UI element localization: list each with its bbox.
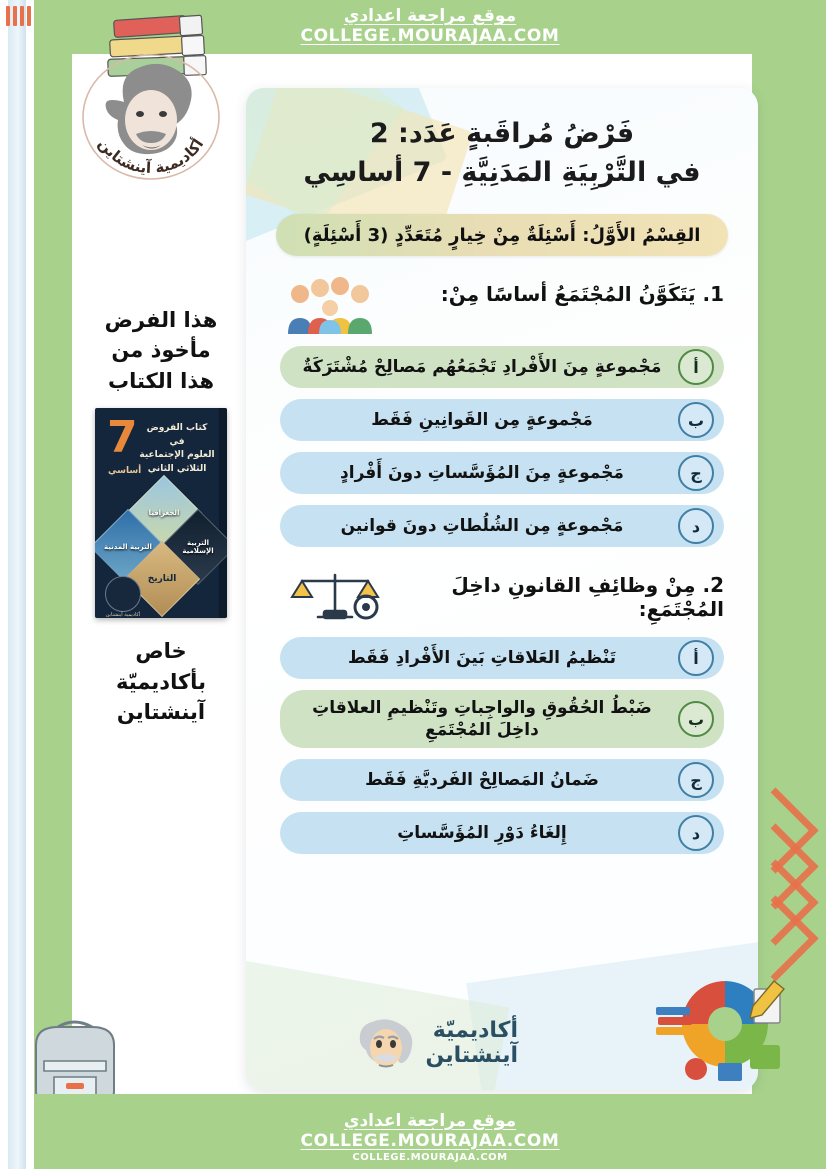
option-2-c-letter: ج — [678, 762, 714, 798]
footer-site-url[interactable]: COLLEGE.MOURAJAA.COM — [300, 1130, 560, 1151]
option-1-c[interactable] — [280, 452, 724, 494]
svg-text:أكاديمية آينشتاين: أكاديمية آينشتاين — [94, 134, 208, 177]
option-1-d-letter: د — [678, 508, 714, 544]
school-supplies-decoration — [654, 967, 804, 1097]
header-site-url[interactable]: COLLEGE.MOURAJAA.COM — [300, 26, 560, 46]
option-2-a-text: تَنْظيمُ العَلاقاتِ بَينَ الأَفْرادِ فَقَط — [347, 648, 617, 669]
option-2-d-letter: د — [678, 815, 714, 851]
option-2-d[interactable] — [280, 812, 724, 854]
book-title-line-1: كتاب الفروض في — [146, 423, 208, 447]
worksheet-card — [246, 88, 758, 1090]
book-academy-badge — [105, 576, 141, 612]
diamond-history-label: التاريخ — [147, 574, 177, 585]
option-2-c-text: ضَمانُ المَصالِحْ الفَرديَّةِ فَقَط — [365, 770, 599, 791]
book-cover-thumbnail[interactable] — [95, 408, 227, 618]
option-1-c-letter: ج — [678, 455, 714, 491]
book-academy-badge-label: أكاديمية آينشتاين — [105, 612, 141, 619]
diamond-civics-label: التربية المدنية — [104, 543, 152, 552]
book-title-line-3: الثلاثي الثاني — [147, 463, 207, 474]
left-binding-strip — [0, 0, 34, 1169]
section-banner — [276, 214, 728, 256]
option-1-a-letter: أ — [678, 349, 714, 385]
binder-ticks — [6, 6, 30, 28]
sidebar — [76, 120, 246, 728]
book-title-line-2: العلوم الإجتماعية — [139, 450, 215, 461]
diamond-islamic-label: التربية الإسلامية — [182, 539, 214, 556]
question-2-text: 2. مِنْ وظائِفِ القانونِ داخِلَ المُجْتَمَعِ: — [451, 573, 724, 622]
sidebar-note2-line-2: بأكاديميّة — [116, 669, 206, 694]
scales-gear-icon — [280, 567, 390, 629]
option-1-b[interactable] — [280, 399, 724, 441]
option-1-b-text: مَجْموعةٍ مِن القَوانِينِ فَقَط — [371, 410, 593, 431]
sidebar-source-note — [76, 305, 246, 396]
sidebar-note-line-3: هذا الكتاب — [107, 368, 215, 393]
option-2-c[interactable] — [280, 759, 724, 801]
sidebar-note2-line-1: خاص — [135, 639, 187, 664]
header-site-name-ar[interactable]: موقع مراجعة اعدادي — [343, 6, 517, 27]
option-1-a-text: مَجْموعةٍ مِنَ الأَفْرادِ تَجْمَعُهُم مَصالِحْ مُشْتَرَكَةٌ — [302, 357, 662, 378]
sidebar-exclusive-note — [76, 636, 246, 727]
book-grade-level: أساسي — [108, 466, 142, 477]
option-2-b-text: ضَبْطُ الحُقُوقِ والواجِباتِ وتَنْظيمِ العلاقاتِ داخِلَ المُجْتَمَعِ — [312, 698, 652, 741]
page-title — [262, 114, 742, 192]
section-banner-label: القِسْمُ الأَوَّلُ: أَسْئِلَةٌ مِنْ خِيارٍ مُتَعَدِّدٍ (3 أَسْئِلَةٍ) — [303, 224, 701, 246]
academy-logo-text — [426, 1019, 518, 1068]
academy-logo-line-1: أكاديميّة — [432, 1018, 518, 1044]
sidebar-note-line-1: هذا الفرض — [104, 308, 218, 332]
option-2-a-letter: أ — [678, 640, 714, 676]
option-1-d[interactable] — [280, 505, 724, 547]
academy-logo-line-2: آينشتاين — [425, 1043, 518, 1068]
einstein-face-icon — [354, 1012, 418, 1076]
book-subject-diamonds — [95, 490, 227, 586]
footer-band — [34, 1094, 826, 1169]
option-1-d-text: مَجْموعةٍ مِن الشُلُطاتِ دونَ قوانين — [340, 516, 624, 537]
option-1-c-text: مَجْموعةٍ مِنَ المُؤَسَّساتِ دونَ أَفْرادٍ — [340, 463, 624, 484]
question-2 — [280, 567, 724, 629]
page-title-line-1: فَرْضُ مُراقَبةٍ عَدَد: 2 — [369, 118, 635, 149]
page-title-line-2: في التَّرْبِيَةِ المَدَنِيَّةِ - 7 أساسِي — [303, 157, 701, 189]
question-1 — [280, 276, 724, 338]
option-2-b-letter: ب — [678, 701, 714, 737]
option-1-b-letter: ب — [678, 402, 714, 438]
option-2-b[interactable] — [280, 690, 724, 748]
book-grade-number: 7 — [107, 412, 138, 464]
footer-small-url: COLLEGE.MOURAJAA.COM — [352, 1152, 508, 1163]
sidebar-note-line-2: مأخوذ من — [111, 338, 211, 363]
option-1-a[interactable] — [280, 346, 724, 388]
option-2-a[interactable] — [280, 637, 724, 679]
sidebar-note2-line-3: آينشتاين — [116, 700, 206, 725]
diamond-geography-label: الجغرافيا — [148, 509, 180, 518]
option-2-d-text: إِلغَاءُ دَوْرِ المُؤَسَّساتِ — [397, 823, 567, 844]
question-1-text: 1. يَتَكَوَّنُ المُجْتَمَعُ أساسًا مِنْ: — [440, 282, 724, 307]
book-title — [139, 422, 215, 476]
family-group-icon — [280, 276, 390, 338]
worksheet-academy-logo — [354, 1012, 518, 1076]
footer-site-name-ar[interactable]: موقع مراجعة اعدادي — [343, 1110, 517, 1131]
